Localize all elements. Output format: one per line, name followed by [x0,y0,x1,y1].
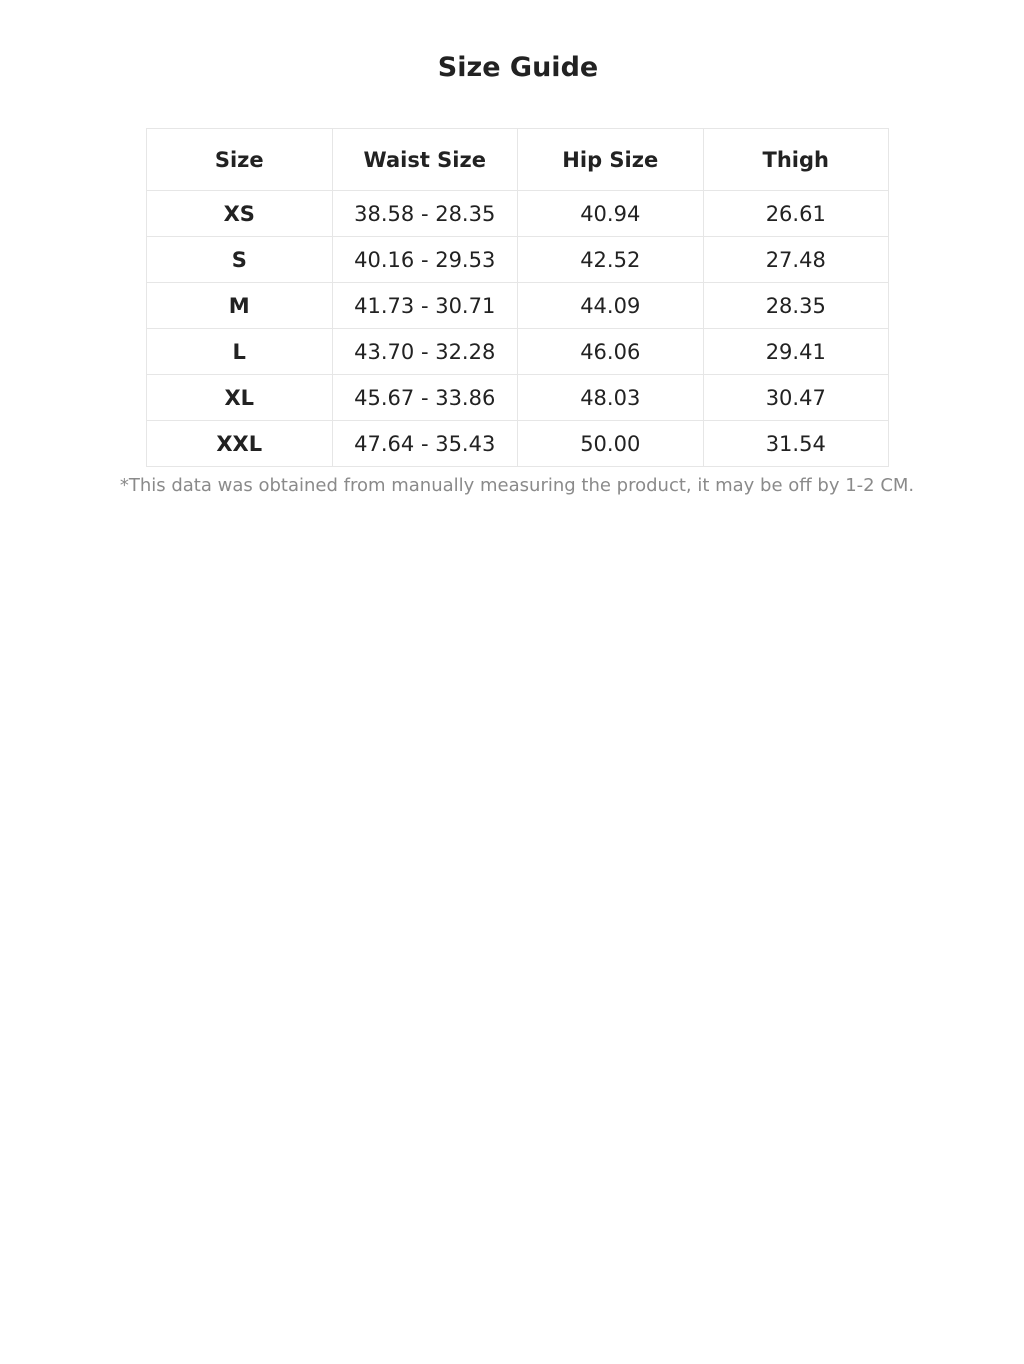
size-cell: L [147,329,333,375]
size-cell: XL [147,375,333,421]
waist-cell: 47.64 - 35.43 [332,421,518,467]
table-row [147,191,889,237]
hip-cell: 44.09 [518,283,704,329]
waist-cell: 45.67 - 33.86 [332,375,518,421]
thigh-cell: 28.35 [703,283,889,329]
thigh-cell: 29.41 [703,329,889,375]
column-header-size: Size [147,129,333,191]
column-header-thigh: Thigh [703,129,889,191]
waist-cell: 38.58 - 28.35 [332,191,518,237]
hip-cell: 50.00 [518,421,704,467]
page-title: Size Guide [437,52,599,83]
size-cell: S [147,237,333,283]
hip-cell: 40.94 [518,191,704,237]
table-row [147,421,889,467]
table-header-row [147,129,889,191]
thigh-cell: 30.47 [703,375,889,421]
table-row [147,375,889,421]
size-cell: XXL [147,421,333,467]
column-header-hip-size: Hip Size [518,129,704,191]
thigh-cell: 26.61 [703,191,889,237]
column-header-waist-size: Waist Size [332,129,518,191]
table-row [147,283,889,329]
size-cell: XS [147,191,333,237]
table-row [147,329,889,375]
measurement-disclaimer: *This data was obtained from manually measuring the product, it may be off by 1-2 CM. [119,475,915,496]
hip-cell: 46.06 [518,329,704,375]
table-row [147,237,889,283]
size-cell: M [147,283,333,329]
hip-cell: 48.03 [518,375,704,421]
hip-cell: 42.52 [518,237,704,283]
waist-cell: 40.16 - 29.53 [332,237,518,283]
waist-cell: 43.70 - 32.28 [332,329,518,375]
waist-cell: 41.73 - 30.71 [332,283,518,329]
thigh-cell: 31.54 [703,421,889,467]
size-guide-table [146,128,889,467]
thigh-cell: 27.48 [703,237,889,283]
